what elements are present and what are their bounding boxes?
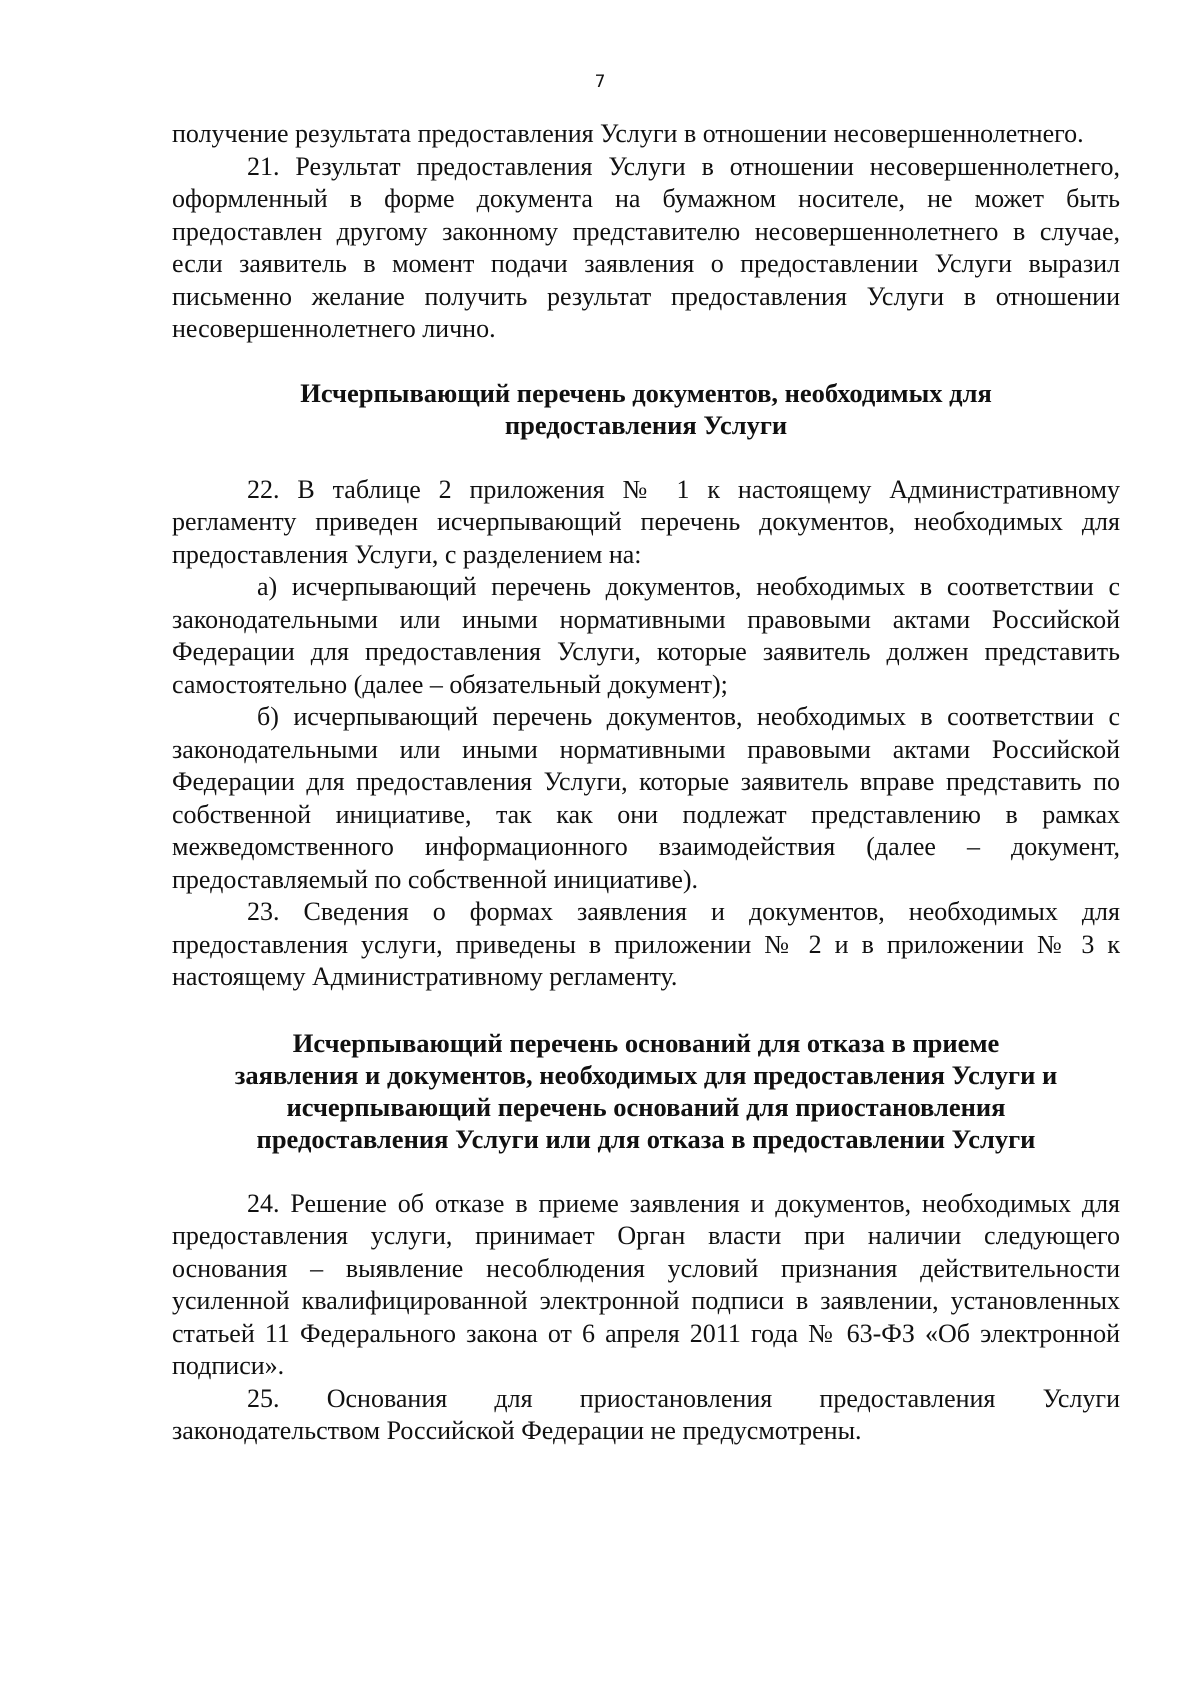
- heading-line: предоставления Услуги или для отказа в предоставлении Услуги: [256, 1123, 1036, 1154]
- paragraph-25: 25. Основания для приостановления предоставления Услуги законодательством Российской Федерации не предусмотрены.: [172, 1383, 1120, 1445]
- paragraph-21: 21. Результат предоставления Услуги в отношении несовершеннолетнего, оформленный в форме документа на бумажном носителе, не может быть предоставлен другому законному представителю несовершеннолетнего в случае, если заявитель в момент подачи заявления о предоставлении Услуги выразил письменно желание получить результат предоставления Услуги в отношении несовершеннолетнего лично.: [172, 151, 1120, 343]
- paragraph-23: 23. Сведения о формах заявления и документов, необходимых для предоставления услуги, приведены в приложении № 2 и в приложении № 3 к настоящему Административному регламенту.: [172, 897, 1120, 991]
- page-number: 7: [594, 72, 606, 92]
- document-body: [172, 118, 1120, 1448]
- paragraph-22: 22. В таблице 2 приложения № 1 к настоящему Административному регламенту приведен исчерпывающий перечень документов, необходимых для предоставления Услуги, с разделением на:: [172, 474, 1120, 569]
- heading-line: исчерпывающий перечень оснований для приостановления: [286, 1091, 1006, 1122]
- heading-line: Исчерпывающий перечень оснований для отказа в приеме: [292, 1027, 1000, 1058]
- section-heading-refusal-grounds: [172, 1027, 1120, 1155]
- paragraph-22-item-a: а) исчерпывающий перечень документов, необходимых в соответствии с законодательными или иными нормативными правовыми актами Российской Федерации для предоставления Услуги, которые заявитель должен представить самостоятельно (далее – обязательный документ);: [172, 572, 1120, 699]
- heading-line: предоставления Услуги: [504, 409, 788, 440]
- section-heading-documents-list: [172, 377, 1120, 441]
- heading-line: заявления и документов, необходимых для предоставления Услуги и: [234, 1059, 1058, 1090]
- heading-line: Исчерпывающий перечень документов, необходимых для: [300, 377, 992, 408]
- paragraph-22-item-b: б) исчерпывающий перечень документов, необходимых в соответствии с законодательными или иными нормативными правовыми актами Российской Федерации для предоставления Услуги, которые заявитель вправе представить по собственной инициативе, так как они подлежат представлению в рамках межведомственного информационного взаимодействия (далее – документ, предоставляемый по собственной инициативе).: [172, 702, 1120, 894]
- paragraph-24: 24. Решение об отказе в приеме заявления и документов, необходимых для предоставления услуги, принимает Орган власти при наличии следующего основания – выявление несоблюдения условий признания действительности усиленной квалифицированной электронной подписи в заявлении, установленных статьей 11 Федерального закона от 6 апреля 2011 года № 63-ФЗ «Об электронной подписи».: [172, 1188, 1120, 1380]
- paragraph-20-continuation: получение результата предоставления Услуги в отношении несовершеннолетнего.: [172, 119, 1084, 148]
